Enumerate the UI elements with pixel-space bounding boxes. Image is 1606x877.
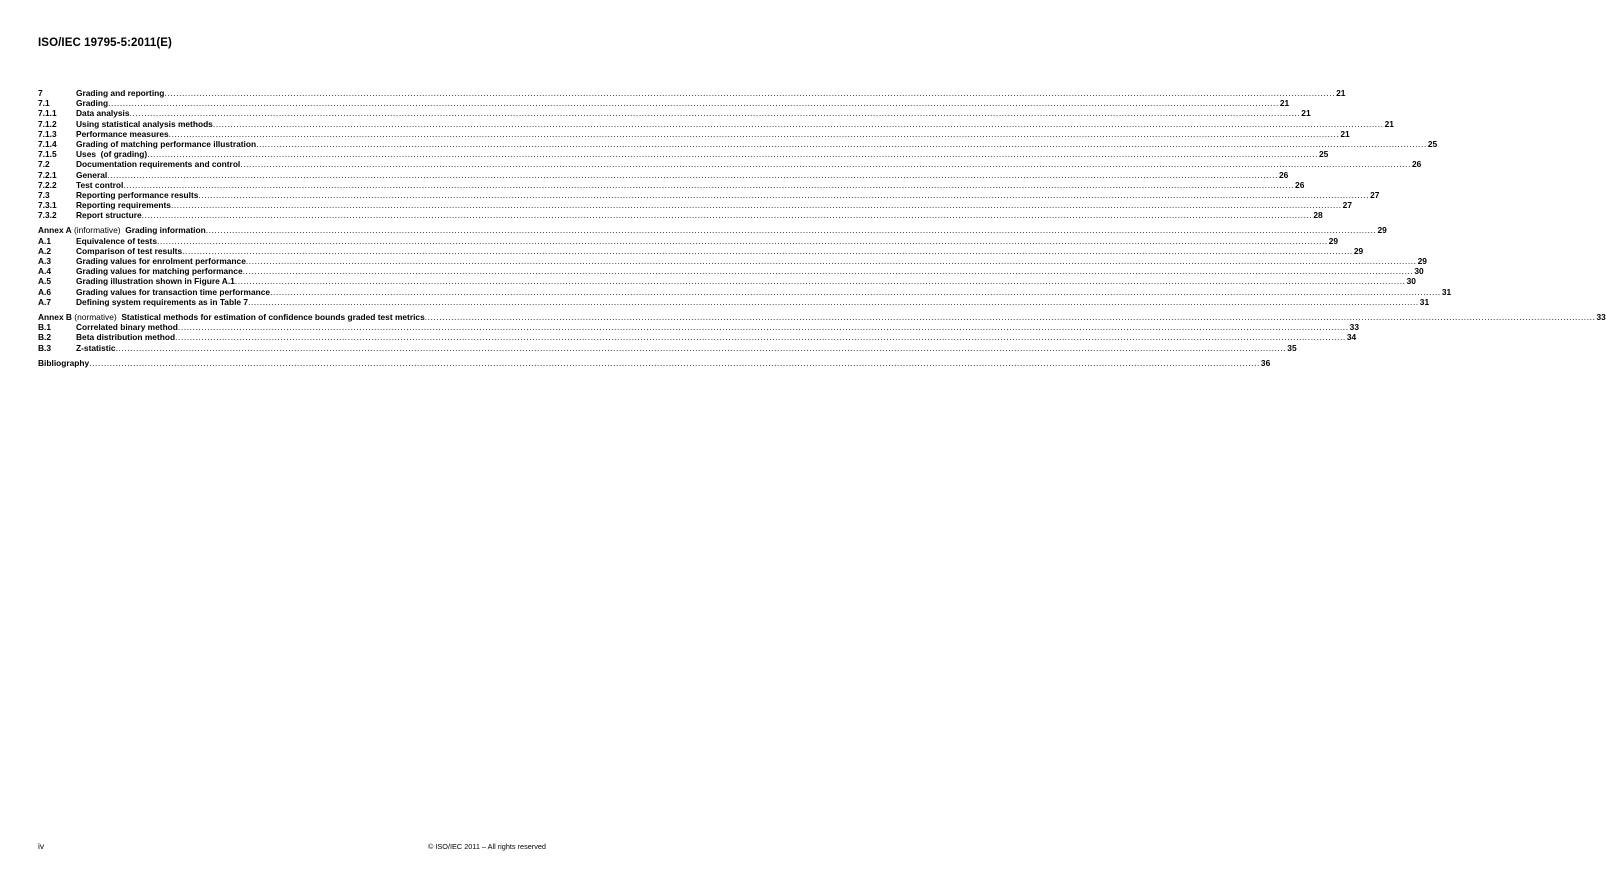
toc-entry-number: 7.1.3	[38, 128, 57, 139]
toc-entry-page: 21	[1340, 128, 1350, 139]
toc-leader-dots: ................................................................................................................................................................................................................................................................................................................................................................................................................	[108, 98, 1279, 109]
toc-entry-title	[76, 297, 248, 307]
toc-entry-number: 7.3	[38, 189, 50, 200]
toc-entry-text: Grading illustration shown in Figure A.1	[76, 276, 235, 287]
toc-entry[interactable]	[38, 128, 1350, 139]
toc-entry-number: B.1	[38, 322, 52, 333]
toc-entry-title	[76, 343, 116, 353]
toc-entry-page: 26	[1278, 169, 1289, 180]
toc-entry-text: Statistical methods for estimation of confidence bounds graded test metrics	[121, 311, 425, 322]
toc-entry-page: 27	[1370, 189, 1380, 200]
toc-leader-dots: ................................................................................................................................................................................................................................................................................................................................................................................................................	[205, 225, 1377, 236]
document-header: ISO/IEC 19795-5:2011(E)	[38, 37, 172, 49]
toc-entry-title	[76, 149, 147, 159]
toc-entry-title	[76, 129, 169, 139]
page-number: iv	[38, 841, 45, 851]
toc-entry-title	[76, 256, 246, 266]
toc-entry-number: A.5	[38, 276, 52, 287]
toc-entry-page: 25	[1427, 138, 1438, 149]
toc-entry-title	[76, 88, 164, 98]
toc-entry[interactable]	[38, 138, 1438, 149]
toc-entry[interactable]	[38, 357, 1271, 368]
toc-entry-text: Reporting performance results	[76, 189, 199, 200]
toc-entry-text: Comparison of test results	[76, 245, 183, 256]
toc-entry[interactable]	[38, 225, 1387, 236]
toc-entry-page: 36	[1260, 357, 1271, 368]
toc-entry-number: 7.1.5	[38, 149, 57, 160]
toc-leader-dots: ................................................................................................................................................................................................................................................................................................................................................................................................................	[424, 311, 1596, 322]
annex-label: Annex B	[38, 311, 72, 322]
toc-leader-dots: ................................................................................................................................................................................................................................................................................................................................................................................................................	[157, 235, 1328, 246]
toc-entry-title	[76, 276, 235, 286]
toc-entry-text: Z-statistic	[76, 342, 116, 353]
toc-leader-dots: ................................................................................................................................................................................................................................................................................................................................................................................................................	[141, 210, 1313, 221]
toc-entry-number: 7.2.1	[38, 169, 57, 180]
toc-entry[interactable]	[38, 235, 1339, 246]
toc-entry-page: 26	[1295, 179, 1305, 190]
toc-leader-dots: ................................................................................................................................................................................................................................................................................................................................................................................................................	[182, 245, 1353, 256]
toc-entry-title	[38, 358, 89, 368]
toc-entry-page: 29	[1417, 256, 1427, 266]
toc-entry[interactable]	[38, 200, 1352, 211]
toc-entry[interactable]	[38, 210, 1323, 221]
copyright-notice: © ISO/IEC 2011 – All rights reserved	[428, 842, 546, 851]
toc-leader-dots: ................................................................................................................................................................................................................................................................................................................................................................................................................	[168, 128, 1340, 139]
toc-entry[interactable]	[38, 179, 1305, 190]
toc-entry-number: B.2	[38, 332, 52, 343]
toc-leader-dots: ................................................................................................................................................................................................................................................................................................................................................................................................................	[177, 322, 1349, 333]
toc-entry-text: Equivalence of tests	[76, 235, 157, 246]
toc-entry-title	[76, 236, 157, 246]
toc-entry-text: Report structure	[76, 210, 142, 221]
toc-entry-text: Grading values for transaction time performance	[76, 286, 271, 297]
toc-entry-page: 21	[1301, 108, 1311, 119]
toc-entry-number: A.4	[38, 266, 52, 277]
toc-entry[interactable]	[38, 256, 1427, 266]
toc-entry-title	[76, 210, 142, 220]
toc-entry-text: Using statistical analysis methods	[76, 118, 213, 129]
toc-entry-number: 7	[38, 88, 43, 98]
toc-entry-title	[38, 312, 425, 322]
toc-entry-title	[76, 287, 270, 297]
toc-leader-dots: ................................................................................................................................................................................................................................................................................................................................................................................................................	[123, 179, 1295, 190]
toc-entry-page: 25	[1318, 149, 1329, 160]
toc-leader-dots: ................................................................................................................................................................................................................................................................................................................................................................................................................	[89, 357, 1260, 368]
toc-entry-page: 21	[1384, 118, 1394, 129]
toc-entry-text: Grading and reporting	[76, 88, 165, 98]
toc-leader-dots: ................................................................................................................................................................................................................................................................................................................................................................................................................	[248, 296, 1419, 307]
toc-entry[interactable]	[38, 276, 1416, 287]
toc-entry-page: 35	[1287, 342, 1297, 353]
toc-entry-text: Grading values for matching performance	[76, 266, 243, 277]
toc-entry[interactable]	[38, 189, 1380, 200]
toc-entry-number: A.3	[38, 256, 52, 266]
toc-entry-number: A.1	[38, 235, 52, 246]
toc-entry-page: 21	[1336, 88, 1346, 98]
toc-entry-page: 30	[1414, 266, 1424, 277]
annex-qualifier: (normative)	[71, 311, 122, 322]
toc-entry[interactable]	[38, 296, 1430, 307]
toc-entry-page: 30	[1406, 276, 1416, 287]
toc-leader-dots: ................................................................................................................................................................................................................................................................................................................................................................................................................	[240, 159, 1411, 170]
toc-entry-number: 7.3.2	[38, 210, 57, 221]
toc-leader-dots: ................................................................................................................................................................................................................................................................................................................................................................................................................	[234, 276, 1406, 287]
toc-leader-dots: ................................................................................................................................................................................................................................................................................................................................................................................................................	[245, 256, 1417, 266]
toc-entry-title	[76, 170, 107, 180]
toc-entry-title	[76, 266, 243, 276]
toc-entry-page: 31	[1419, 296, 1430, 307]
toc-entry-page: 29	[1328, 235, 1339, 246]
toc-entry[interactable]	[38, 149, 1329, 160]
table-of-contents	[38, 88, 1606, 368]
toc-entry-text: Test control	[76, 179, 124, 190]
toc-entry-number: 7.1.1	[38, 108, 57, 119]
toc-entry-page: 28	[1313, 210, 1323, 221]
toc-entry-page: 33	[1349, 322, 1359, 333]
toc-entry-title	[76, 98, 108, 108]
toc-entry-text: Performance measures	[76, 128, 169, 139]
toc-entry-title	[76, 139, 256, 149]
toc-entry-page: 34	[1346, 332, 1357, 343]
toc-entry-title	[76, 119, 213, 129]
toc-entry-text: General	[76, 169, 108, 180]
toc-entry-number: 7.1.4	[38, 138, 57, 149]
toc-leader-dots: ................................................................................................................................................................................................................................................................................................................................................................................................................	[256, 138, 1427, 149]
toc-entry-title	[76, 108, 130, 118]
toc-entry-text: Uses (of grading)	[76, 149, 148, 160]
toc-leader-dots: ................................................................................................................................................................................................................................................................................................................................................................................................................	[242, 266, 1414, 277]
toc-entry-title	[38, 225, 206, 235]
toc-entry-text: Grading of matching performance illustration	[76, 138, 257, 149]
toc-entry-text: Reporting requirements	[76, 200, 171, 211]
toc-entry-text: Correlated binary method	[76, 322, 178, 333]
toc-entry-number: B.3	[38, 342, 52, 353]
toc-entry-page: 29	[1353, 245, 1364, 256]
toc-entry-number: 7.2	[38, 159, 50, 170]
toc-entry-title	[76, 332, 175, 342]
toc-entry-text: Data analysis	[76, 108, 130, 119]
toc-entry-text: Beta distribution method	[76, 332, 176, 343]
toc-entry-text: Grading	[76, 98, 109, 109]
toc-entry[interactable]	[38, 322, 1359, 333]
toc-entry-page: 33	[1596, 311, 1606, 322]
toc-entry-page: 26	[1412, 159, 1422, 170]
toc-leader-dots: ................................................................................................................................................................................................................................................................................................................................................................................................................	[115, 342, 1287, 353]
toc-entry-title	[76, 322, 178, 332]
toc-entry[interactable]	[38, 245, 1364, 256]
toc-entry-text: Grading information	[125, 225, 206, 236]
toc-entry-number: A.6	[38, 286, 52, 297]
toc-entry-text: Documentation requirements and control	[76, 159, 241, 170]
toc-entry-text: Grading values for enrolment performance	[76, 256, 246, 266]
toc-entry-page: 31	[1441, 286, 1452, 297]
toc-entry-title	[76, 159, 240, 169]
toc-entry-title	[76, 246, 182, 256]
toc-leader-dots: ................................................................................................................................................................................................................................................................................................................................................................................................................	[107, 169, 1278, 180]
toc-entry[interactable]	[38, 159, 1422, 170]
toc-entry[interactable]	[38, 118, 1394, 129]
toc-entry-number: 7.2.2	[38, 179, 57, 190]
toc-entry-title	[76, 180, 123, 190]
toc-entry-page: 21	[1279, 98, 1290, 109]
toc-entry[interactable]	[38, 88, 1346, 98]
toc-entry[interactable]	[38, 342, 1297, 353]
toc-leader-dots: ................................................................................................................................................................................................................................................................................................................................................................................................................	[164, 88, 1336, 98]
toc-entry-number: 7.3.1	[38, 200, 57, 211]
toc-leader-dots: ................................................................................................................................................................................................................................................................................................................................................................................................................	[270, 286, 1441, 297]
toc-entry[interactable]	[38, 266, 1424, 277]
annex-qualifier: (informative)	[71, 225, 126, 236]
toc-entry-number: A.2	[38, 245, 52, 256]
toc-entry-text: Bibliography	[38, 357, 90, 368]
toc-entry[interactable]	[38, 332, 1357, 343]
toc-entry-title	[76, 200, 171, 210]
toc-entry-page: 27	[1342, 200, 1352, 211]
toc-entry[interactable]	[38, 311, 1606, 322]
toc-entry[interactable]	[38, 169, 1289, 180]
toc-entry-number: 7.1	[38, 98, 50, 109]
toc-entry[interactable]	[38, 108, 1311, 119]
toc-entry-title	[76, 190, 198, 200]
toc-entry-number: 7.1.2	[38, 118, 57, 129]
toc-entry-number: A.7	[38, 296, 52, 307]
toc-leader-dots: ................................................................................................................................................................................................................................................................................................................................................................................................................	[129, 108, 1301, 119]
toc-entry[interactable]	[38, 286, 1452, 297]
toc-entry[interactable]	[38, 98, 1290, 109]
toc-entry-text: Defining system requirements as in Table 7	[76, 296, 249, 307]
toc-entry-page: 29	[1377, 225, 1387, 236]
toc-leader-dots: ................................................................................................................................................................................................................................................................................................................................................................................................................	[175, 332, 1346, 343]
toc-leader-dots: ................................................................................................................................................................................................................................................................................................................................................................................................................	[212, 118, 1384, 129]
annex-label: Annex A	[38, 225, 72, 236]
toc-leader-dots: ................................................................................................................................................................................................................................................................................................................................................................................................................	[147, 149, 1318, 160]
toc-leader-dots: ................................................................................................................................................................................................................................................................................................................................................................................................................	[170, 200, 1342, 211]
toc-leader-dots: ................................................................................................................................................................................................................................................................................................................................................................................................................	[198, 189, 1370, 200]
